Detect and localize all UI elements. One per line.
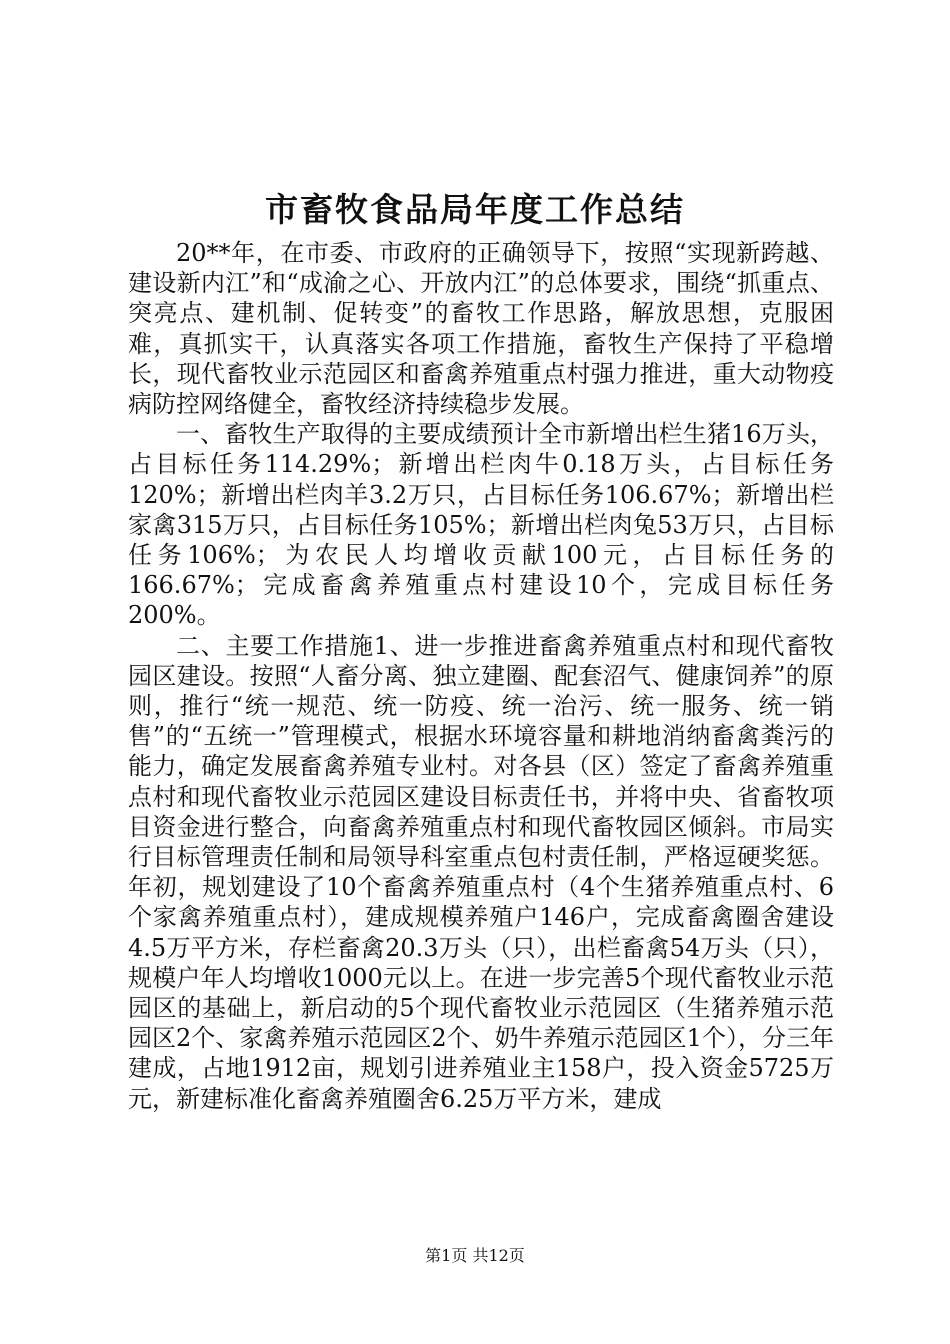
document-title: 市畜牧食品局年度工作总结	[265, 190, 685, 229]
paragraph-intro: 20**年，在市委、市政府的正确领导下，按照“实现新跨越、建设新内江”和“成渝之心、开放内江”的总体要求，围绕“抓重点、突亮点、建机制、促转变”的畜牧工作思路，解放思想，克服困难，真抓实干，认真落实各项工作措施，畜牧生产保持了平稳增长，现代畜牧业示范园区和畜禽养殖重点村强力推进，重大动物疫病防控网络健全，畜牧经济持续稳步发展。	[128, 239, 834, 419]
paragraph-achievements: 一、畜牧生产取得的主要成绩预计全市新增出栏生猪16万头，占目标任务114.29%；新增出栏肉牛0.18万头，占目标任务120%；新增出栏肉羊3.2万只，占目标任务106.67%；新增出栏家禽315万只，占目标任务105%；新增出栏肉兔53万只，占目标任务106%；为农民人均增收贡献100元，占目标任务的166.67%；完成畜禽养殖重点村建设10个，完成目标任务200%。	[128, 420, 834, 630]
page-number-footer: 第1页 共12页	[425, 1246, 525, 1265]
paragraph-measures: 二、主要工作措施1、进一步推进畜禽养殖重点村和现代畜牧园区建设。按照“人畜分离、独立建圈、配套沼气、健康饲养”的原则，推行“统一规范、统一防疫、统一治污、统一服务、统一销售”的“五统一”管理模式，根据水环境容量和耕地消纳畜禽粪污的能力，确定发展畜禽养殖专业村。对各县（区）签定了畜禽养殖重点村和现代畜牧业示范园区建设目标责任书，并将中央、省畜牧项目资金进行整合，向畜禽养殖重点村和现代畜牧园区倾斜。市局实行目标管理责任制和局领导科室重点包村责任制，严格逗硬奖惩。年初，规划建设了10个畜禽养殖重点村（4个生猪养殖重点村、6个家禽养殖重点村），建成规模养殖户146户，完成畜禽圈舍建设4.5万平方米，存栏畜禽20.3万头（只），出栏畜禽54万头（只），规模户年人均增收1000元以上。在进一步完善5个现代畜牧业示范园区的基础上，新启动的5个现代畜牧业示范园区（生猪养殖示范园区2个、家禽养殖示范园区2个、奶牛养殖示范园区1个），分三年建成，占地1912亩，规划引进养殖业主158户，投入资金5725万元，新建标准化畜禽养殖圈舍6.25万平方米，建成	[128, 631, 834, 1113]
document-body	[128, 238, 834, 1114]
